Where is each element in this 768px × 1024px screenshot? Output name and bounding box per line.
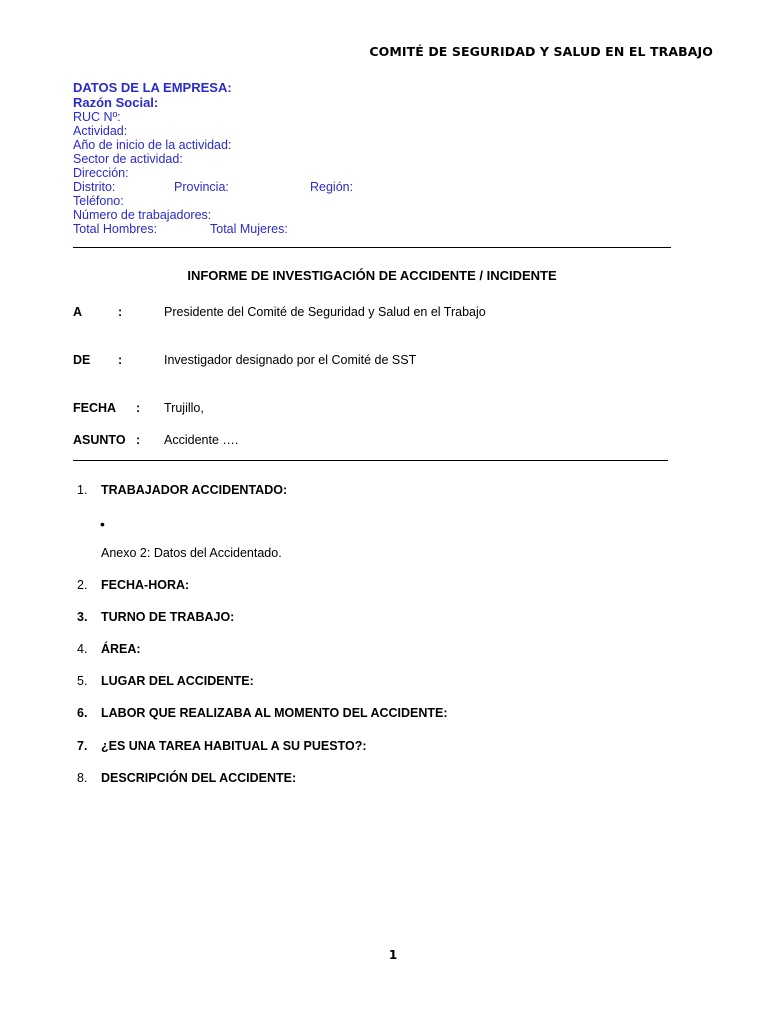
actividad-label: Actividad: — [73, 124, 128, 138]
section-1-title: TRABAJADOR ACCIDENTADO: — [101, 483, 288, 497]
report-title: INFORME DE INVESTIGACIÓN DE ACCIDENTE / INCIDENTE — [187, 268, 557, 283]
anio-inicio-label: Año de inicio de la actividad: — [73, 138, 232, 152]
section-6-title: LABOR QUE REALIZABA AL MOMENTO DEL ACCIDENTE: — [101, 706, 448, 720]
section-5-title: LUGAR DEL ACCIDENTE: — [101, 674, 254, 688]
memo-subject-colon: : — [136, 433, 141, 447]
section-5-number: 5. — [77, 674, 88, 688]
section-2-number: 2. — [77, 578, 88, 592]
direccion-label: Dirección: — [73, 166, 129, 180]
section-4-number: 4. — [77, 642, 88, 656]
memo-subject-label: ASUNTO — [73, 433, 126, 447]
memo-date-value: Trujillo, — [164, 401, 204, 415]
company-data-block — [73, 80, 673, 236]
total-mujeres-label: Total Mujeres: — [210, 222, 288, 236]
section-8-title: DESCRIPCIÓN DEL ACCIDENTE: — [101, 771, 297, 785]
section-4-title: ÁREA: — [101, 642, 141, 656]
memo-date-label: FECHA — [73, 401, 117, 415]
memo-from-label: DE — [73, 353, 91, 367]
memo-to-label: A — [73, 305, 83, 319]
memo-subject-value: Accidente …. — [164, 433, 239, 447]
num-trabajadores-label: Número de trabajadores: — [73, 208, 212, 222]
memo-to-value: Presidente del Comité de Seguridad y Salud en el Trabajo — [164, 305, 486, 319]
memo-from-colon: : — [118, 353, 123, 367]
section-6-number: 6. — [77, 706, 88, 720]
section-1-number: 1. — [77, 483, 88, 497]
annex-note: Anexo 2: Datos del Accidentado. — [101, 546, 282, 560]
section-8-number: 8. — [77, 771, 88, 785]
divider-top — [73, 247, 671, 248]
section-3-title: TURNO DE TRABAJO: — [101, 610, 235, 624]
sector-label: Sector de actividad: — [73, 152, 183, 166]
section-3-number: 3. — [77, 610, 88, 624]
section-7-number: 7. — [77, 739, 88, 753]
total-hombres-label: Total Hombres: — [73, 222, 158, 236]
bullet-icon: • — [100, 516, 105, 532]
distrito-label: Distrito: — [73, 180, 116, 194]
company-data-heading: DATOS DE LA EMPRESA: — [73, 80, 232, 95]
section-7-title: ¿ES UNA TAREA HABITUAL A SU PUESTO?: — [101, 739, 367, 753]
section-2-title: FECHA-HORA: — [101, 578, 190, 592]
provincia-label: Provincia: — [174, 180, 229, 194]
running-header: COMITÉ DE SEGURIDAD Y SALUD EN EL TRABAJO — [369, 44, 713, 59]
memo-from-value: Investigador designado por el Comité de SST — [164, 353, 417, 367]
region-label: Región: — [310, 180, 354, 194]
telefono-label: Teléfono: — [73, 194, 124, 208]
ruc-label: RUC Nº: — [73, 110, 121, 124]
divider-bottom — [73, 460, 668, 461]
memo-to-colon: : — [118, 305, 123, 319]
page-number: 1 — [388, 948, 398, 962]
razon-social-label: Razón Social: — [73, 95, 159, 110]
memo-date-colon: : — [136, 401, 141, 415]
